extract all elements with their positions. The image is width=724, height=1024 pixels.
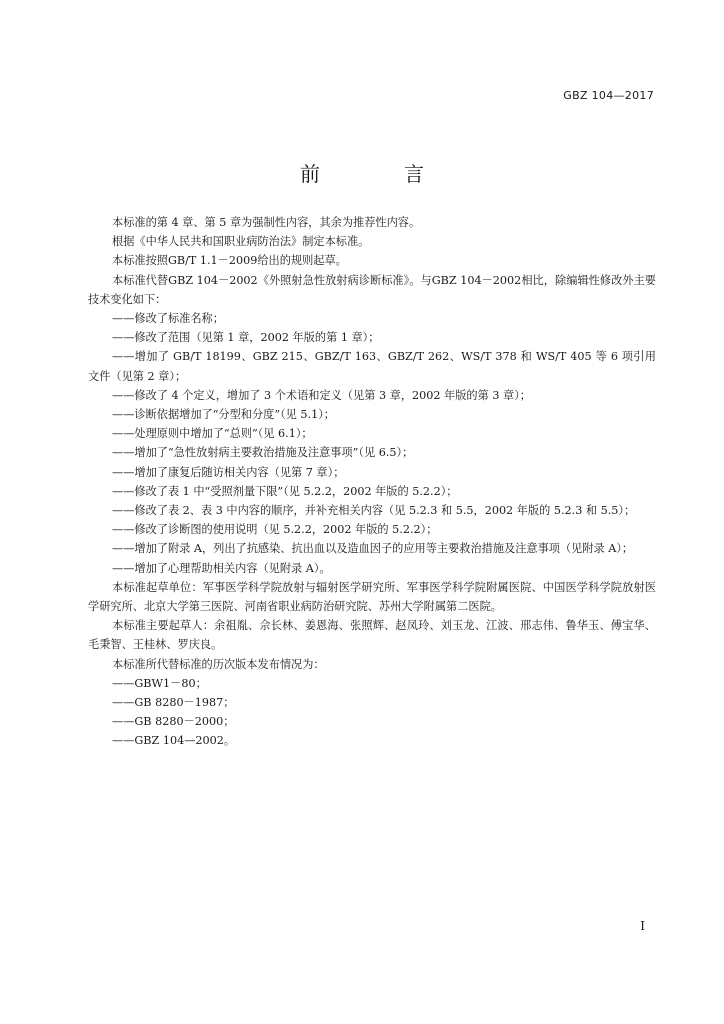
standard-code: GBZ 104—2017 (563, 89, 654, 102)
page-number: I (640, 919, 645, 933)
paragraph: 本标准主要起草人：余祖胤、佘长林、姜恩海、张照辉、赵凤玲、刘玉龙、江波、邢志伟、鲁华玉、傅宝华、毛秉智、王桂林、罗庆良。 (88, 619, 656, 652)
paragraph: 本标准所代替标准的历次版本发布情况为： (112, 657, 325, 671)
page-title: 前 言 (300, 162, 456, 186)
list-item: ——GB 8280－1987； (112, 696, 235, 710)
list-item: ——修改了 4 个定义，增加了 3 个术语和定义（见第 3 章，2002 年版的第 3 章）； (112, 388, 531, 402)
paragraph: 本标准代替GBZ 104－2002《外照射急性放射病诊断标准》。与GBZ 104－2002相比，除编辑性修改外主要技术变化如下： (88, 273, 656, 306)
paragraph: 本标准的第 4 章、第 5 章为强制性内容，其余为推荐性内容。 (112, 216, 421, 229)
list-item: ——GB 8280－2000； (112, 715, 235, 729)
list-item: ——增加了 GB/T 18199、GBZ 215、GBZ/T 163、GBZ/T 262、WS/T 378 和 WS/T 405 等 6 项引用文件（见第 2 章）； (88, 350, 656, 383)
list-item: ——增加了心理帮助相关内容（见附录 A）。 (112, 561, 331, 575)
list-item: ——增加了附录 A，列出了抗感染、抗出血以及造血因子的应用等主要救治措施及注意事项（见附录 A）； (112, 542, 634, 556)
paragraph: 根据《中华人民共和国职业病防治法》制定本标准。 (112, 235, 370, 249)
list-item: ——诊断依据增加了“分型和分度”（见 5.1）； (112, 408, 335, 422)
list-item: ——修改了范围（见第 1 章，2002 年版的第 1 章）； (112, 331, 380, 345)
paragraph: 本标准起草单位：军事医学科学院放射与辐射医学研究所、军事医学科学院附属医院、中国医学科学院放射医学研究所、北京大学第三医院、河南省职业病防治研究院、苏州大学附属第二医院。 (88, 580, 656, 614)
list-item: ——修改了表 1 中“受照剂量下限”（见 5.2.2，2002 年版的 5.2.2）； (112, 484, 458, 498)
list-item: ——增加了康复后随访相关内容（见第 7 章）； (112, 465, 345, 479)
list-item: ——修改了标准名称； (112, 312, 224, 326)
list-item: ——修改了表 2、表 3 中内容的顺序，并补充相关内容（见 5.2.3 和 5.5，2002 年版的 5.2.3 和 5.5）； (112, 504, 636, 518)
list-item: ——GBW1－80； (112, 676, 207, 690)
list-item: ——修改了诊断图的使用说明（见 5.2.2，2002 年版的 5.2.2）； (112, 523, 438, 537)
preface-body (88, 213, 656, 751)
list-item: ——增加了“急性放射病主要救治措施及注意事项”（见 6.5）； (112, 446, 414, 460)
list-item: ——GBZ 104—2002。 (112, 734, 236, 748)
list-item: ——处理原则中增加了“总则”（见 6.1）； (112, 427, 313, 441)
paragraph: 本标准按照GB/T 1.1－2009给出的规则起草。 (112, 254, 347, 268)
